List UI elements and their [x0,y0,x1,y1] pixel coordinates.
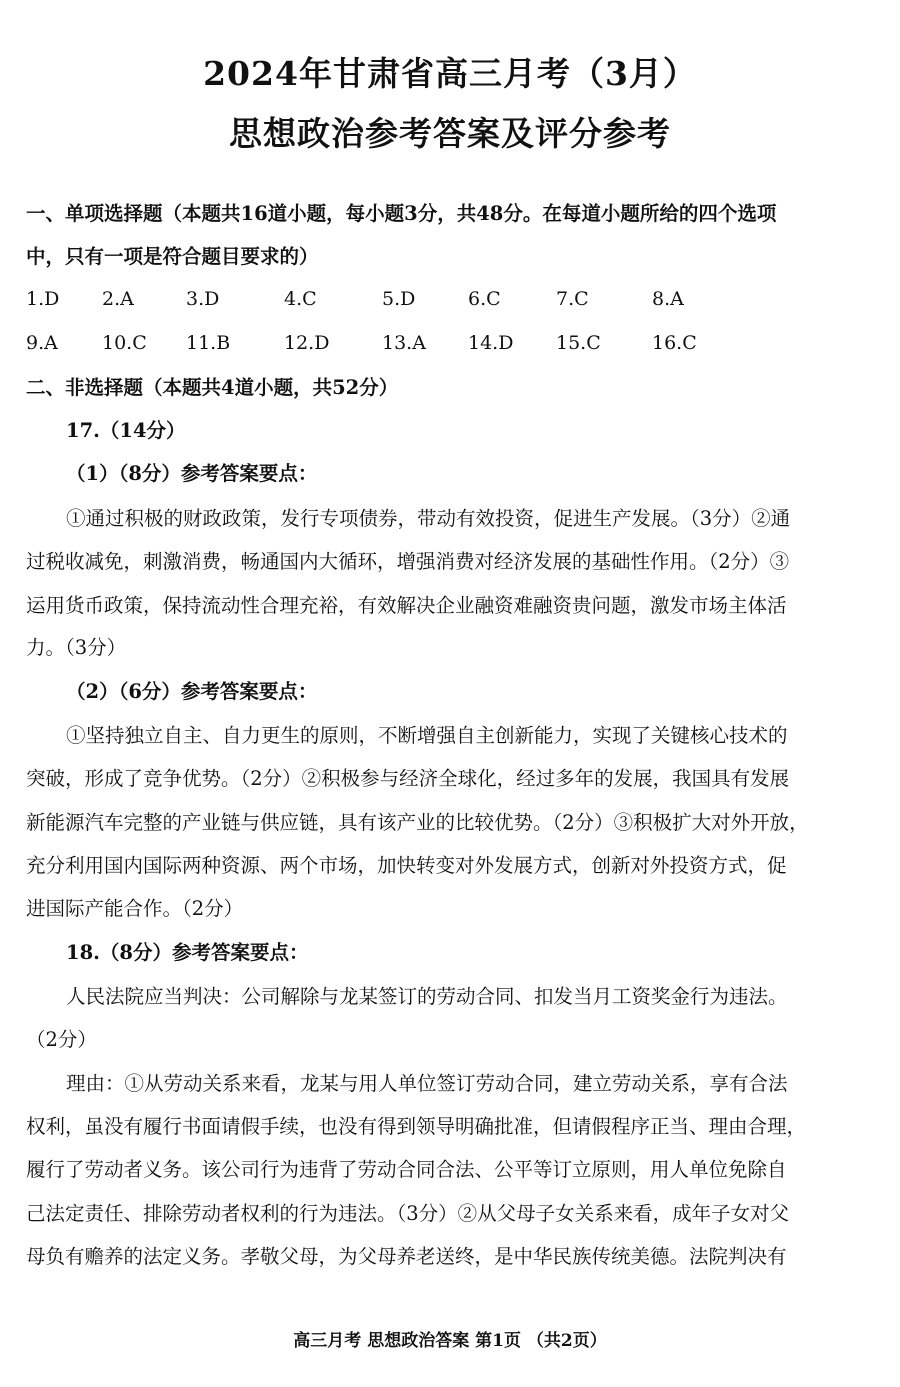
answer-item: 1.D [26,288,60,310]
q18-heading: 18.（8分）参考答案要点： [66,941,309,964]
q17-part2-heading: （2）（6分）参考答案要点： [66,680,318,703]
q17-part2-line: 充分利用国内国际两种资源、两个市场，加快转变对外发展方式，创新对外投资方式，促 [26,854,787,877]
answer-item: 14.D [468,332,514,354]
q17-part2-line: 新能源汽车完整的产业链与供应链，具有该产业的比较优势。（2分）③积极扩大对外开放， [26,811,809,834]
q17-part2-line: ①坚持独立自主、自力更生的原则，不断增强自主创新能力，实现了关键核心技术的 [66,724,788,747]
answer-item: 6.C [468,288,501,310]
answer-item: 16.C [652,332,697,354]
q17-part1-line: ①通过积极的财政政策，发行专项债券，带动有效投资，促进生产发展。（3分）②通 [66,507,791,530]
section1-heading-line1: 一、单项选择题（本题共16道小题，每小题3分，共48分。在每道小题所给的四个选项 [26,202,777,225]
q17-part1-line: 力。（3分） [26,636,127,659]
q18-line: 理由：①从劳动关系来看，龙某与用人单位签订劳动合同，建立劳动关系，享有合法 [66,1072,788,1095]
q18-line: （2分） [26,1028,97,1051]
answer-item: 13.A [382,332,426,354]
answer-item: 5.D [382,288,416,310]
section2-heading: 二、非选择题（本题共4道小题，共52分） [26,376,399,399]
q17-part2-line: 进国际产能合作。（2分） [26,897,244,920]
document-subtitle: 思想政治参考答案及评分参考 [229,114,671,153]
answer-item: 15.C [556,332,601,354]
q18-line: 人民法院应当判决：公司解除与龙某签订的劳动合同、扣发当月工资奖金行为违法。 [66,985,788,1008]
answers-row-2 [26,332,872,358]
answer-item: 8.A [652,288,684,310]
document-title: 2024年甘肃省高三月考（3月） [203,54,697,93]
q17-part1-line: 运用货币政策，保持流动性合理充裕，有效解决企业融资难融资贵问题，激发市场主体活 [26,594,787,617]
page-footer: 高三月考 思想政治答案 第1页 （共2页） [293,1331,607,1351]
q18-line: 母负有赡养的法定义务。孝敬父母，为父母养老送终，是中华民族传统美德。法院判决有 [26,1245,787,1268]
answer-item: 10.C [102,332,147,354]
q18-line: 履行了劳动者义务。该公司行为违背了劳动合同合法、公平等订立原则，用人单位免除自 [26,1158,787,1181]
answer-item: 11.B [186,332,231,354]
q18-line: 权利，虽没有履行书面请假手续，也没有得到领导明确批准，但请假程序正当、理由合理， [26,1115,807,1138]
answer-item: 2.A [102,288,134,310]
q17-heading: 17.（14分） [66,419,186,442]
q17-part2-line: 突破，形成了竞争优势。（2分）②积极参与经济全球化，经过多年的发展，我国具有发展 [26,767,790,790]
answer-item: 3.D [186,288,220,310]
section1-heading-line2: 中，只有一项是符合题目要求的） [26,245,319,268]
q17-part1-heading: （1）（8分）参考答案要点： [66,462,318,485]
answer-item: 9.A [26,332,58,354]
answer-item: 7.C [556,288,589,310]
answer-item: 4.C [284,288,317,310]
q17-part1-line: 过税收减免，刺激消费，畅通国内大循环，增强消费对经济发展的基础性作用。（2分）③ [26,550,790,573]
q18-line: 己法定责任、排除劳动者权利的行为违法。（3分）②从父母子女关系来看，成年子女对父 [26,1202,790,1225]
answer-item: 12.D [284,332,330,354]
answers-row-1 [26,288,872,314]
